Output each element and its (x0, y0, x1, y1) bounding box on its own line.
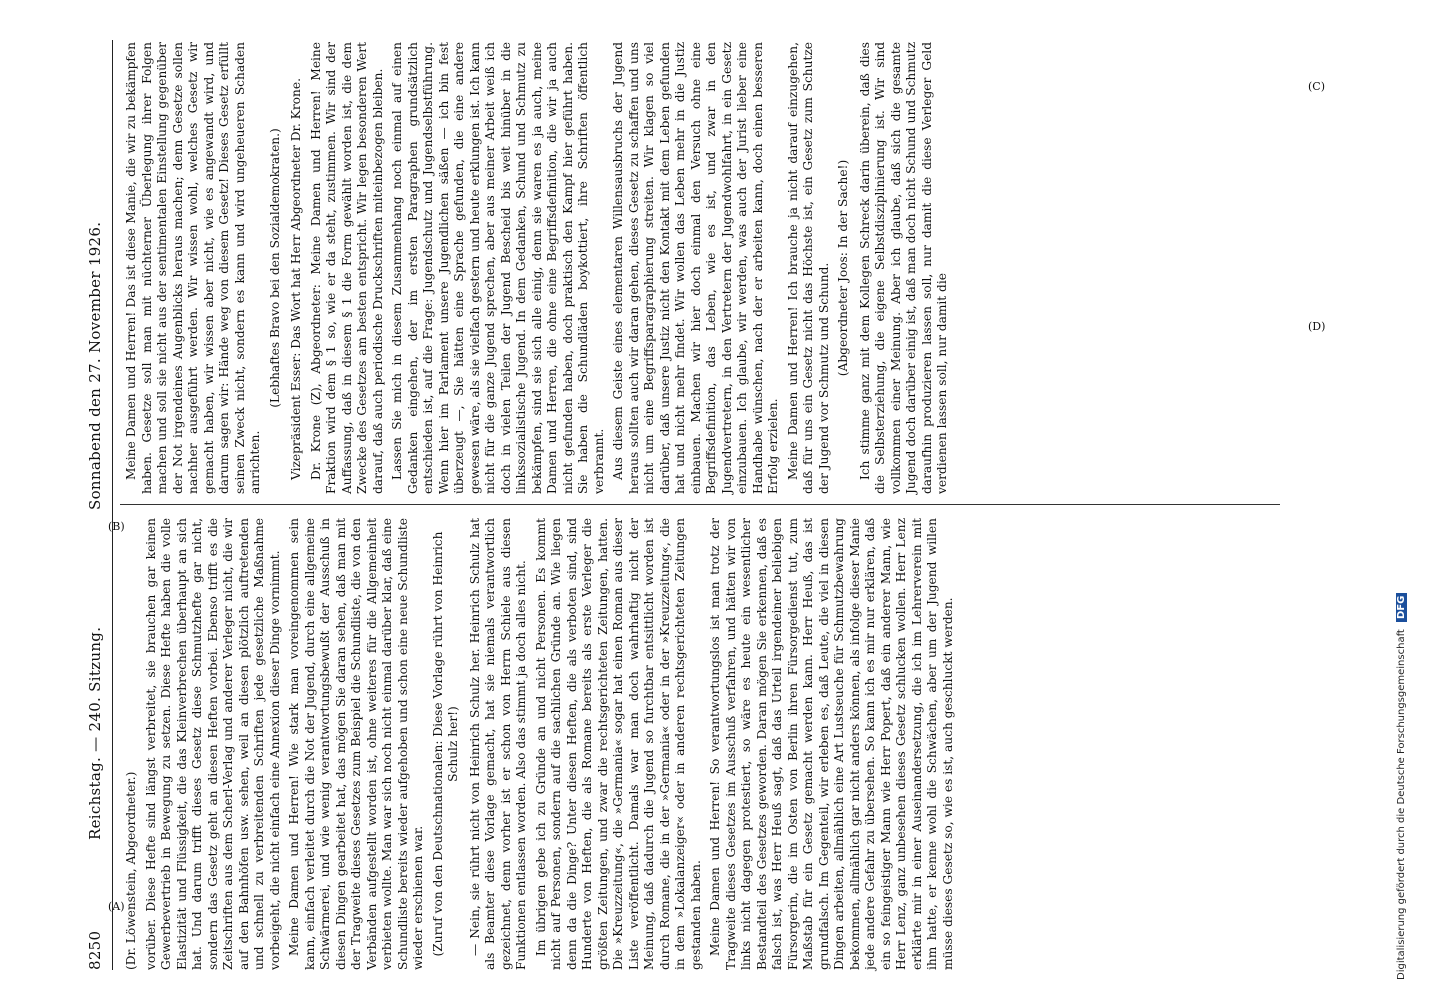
paragraph: vorüber. Diese Hefte sind längst verbreitet, sie brauchen gar keinen Gewerbevertrieb in Bewegung zu setzen. Diese Hefte haben die volle Elastizität und Flüssigkeit, die das Kleinverbrechen überhaupt an sich hat. Und darum trifft dieses Gesetz diese Schmutzhefte gar nicht, sondern das Gesetz geht an diesen Heften vorbei. Ebenso trifft es die Zeitschriften aus dem Scherl-Verlag und anderer Verleger nicht, die wir auf den Bahnhöfen usw. sehen, weil an diesen plötzlich auftretenden und schnell zu verbreitenden Schriften jede gesetzliche Maßnahme vorbeigeht, die nicht einfach eine Annexion dieser Dinge vornimmt. (143, 518, 282, 970)
margin-mark-d: (D) (1308, 320, 1326, 333)
paragraph: Meine Damen und Herren! So verantwortungslos ist man trotz der Tragweite dieses Gesetzes im Ausschuß verfahren, und hätten wir von links nicht dagegen protestiert, so wäre es heute ein wesentlicher Bestandteil des Gesetzes geworden. Daran mögen Sie erkennen, daß es falsch ist, was Herr Heuß sagt, daß das Urteil irgendeiner beliebigen Fürsorgerin, die im Osten von Berlin ihren Fürsorgedienst tut, zum Maßstab für ein Gesetz gemacht werden kann. Herr Heuß, das ist grundfalsch. Im Gegenteil, wir erleben es, daß Leute, die viel in diesen Dingen arbeiten, allmählich eine Art Lustseuche für Schmutzbewahrung bekommen, allmählich gar nicht anders können, als infolge dieser Manie jede andere Gefahr zu übersehen. So kann ich es mir nur erklären, daß ein so feingeistiger Mann wie Herr Popert, daß ein anderer Mann, wie Herr Lenz, ganz unbesehen dieses Gesetz schlucken wollen. Herr Lenz erklärte mir in einer Auseinandersetzung, die ich im Lehrerverein mit ihm hatte, er kenne wohl die Schwächen, aber um der Jugend willen müsse dieses Gesetz so, wie es ist, auch geschluckt werden. (708, 518, 955, 970)
paragraph: — Nein, sie rührt nicht von Heinrich Schulz her. Heinrich Schulz hat als Beamter diese Vorlage gemacht, hat sie niemals verantwortlich gezeichnet, denn vorher ist er schon von Herrn Schiele aus diesen Funktionen entlassen worden. Also das stimmt ja doch alles nicht. (467, 518, 528, 970)
speaker-intro: Dr. Krone (Z), Abgeordneter: Meine Damen und Herren! Meine Fraktion wird dem § 1 so, wie er da steht, zustimmen. Wir sind der Auffassung, daß in diesem § 1 die Form gewählt worden ist, die dem Zwecke des Gesetzes am besten entspricht. Wir legen besonderen Wert darauf, daß auch periodische Druckschriften miteinbezogen bleiben. (308, 42, 385, 494)
paragraph: Lassen Sie mich in diesem Zusammenhang noch einmal auf einen Gedanken eingehen, der im ersten Paragraphen grundsätzlich entschieden ist, auf die Frage: Jugendschutz und Jugendselbstführung. Wenn hier im Parlament unsere Jugendlichen säßen — ich bin fest überzeugt —, Sie hätten eine Sprache gefunden, die eine andere gewesen wäre, als sie vielfach gestern und heute erklungen ist. Ich kann nicht für die ganze Jugend sprechen, aber aus meiner Arbeit weiß ich doch in vielen Teilen der Jugend Bescheid bis weit hinüber in die linkssozialistische Jugend. In dem Gedanken, Schund und Schmutz zu bekämpfen, sind sie sich alle einig, denn sie waren es ja auch, meine Damen und Herren, die ohne eine Begriffsdefinition, die wir ja auch nicht gefunden haben, doch praktisch den Kampf hier geführt haben. Sie haben die Schundläden boykottiert, ihre Schriften öffentlich verbrannt. (390, 42, 606, 494)
left-column (124, 518, 960, 970)
paragraph: Meine Damen und Herren! Ich brauche ja nicht darauf einzugehen, daß für uns ein Gesetz nicht das Höchste ist, ein Gesetz zum Schutze der Jugend vor Schmutz und Schund. (785, 42, 831, 494)
paragraph: Im übrigen gebe ich zu Gründe an und nicht Personen. Es kommt nicht auf Personen, sondern auf die sachlichen Gründe an. Wie liegen denn da die Dinge? Unter diesen Heften, die als verboten sind, sind Hunderte von Heften, die als Romane bereits als erste Verleger die größten Zeitungen, und zwar die rechtsgerichteten Zeitungen, hatten. Die »Kreuzzeitung«, die »Germania« sogar hat einen Roman aus dieser Liste veröffentlicht. Damals war man doch wahrhaftig nicht der Meinung, daß dadurch die Jugend so furchtbar entsittlicht worden ist durch Romane, die in der »Germania« oder in der »Kreuzzeitung«, die in dem »Lokalanzeiger« oder in anderen rechtsgerichteten Zeitungen gestanden haben. (533, 518, 703, 970)
interjection: (Zuruf von den Deutschnationalen: Diese Vorlage rührt von Heinrich Schulz her!) (430, 531, 460, 957)
margin-mark-c: (C) (1308, 80, 1325, 93)
rotated-page (80, 40, 1320, 970)
dfg-logo: DFG (1396, 593, 1407, 622)
right-column (124, 42, 955, 494)
header-session: Reichstag. — 240. Sitzung. (86, 626, 104, 840)
margin-mark-b: (B) (108, 520, 125, 533)
paragraph: Meine Damen und Herren! Das ist diese Manie, die wir zu bekämpfen haben. Gesetze soll man mit nüchterner Überlegung ihrer Folgen machen und soll sie nicht aus der sentimentalen Einstellung gegenüber der Not irgendeines Augenblicks heraus machen; denn Gesetze sollen nachher ausgeführt werden. Wir wissen wohl, welches Gesetz wir gemacht haben, wir wissen aber nicht, wie es angewandt wird, und darum sagen wir: Hände weg von diesem Gesetz! Dieses Gesetz erfüllt seinen Zweck nicht, sondern es kann und wird ungeheueren Schaden anrichten. (124, 42, 262, 494)
page-header (80, 40, 113, 970)
funding-note: Digitalisierung gefördert durch die Deutsche Forschungsgemeinschaft (1396, 629, 1407, 980)
paragraph: Meine Damen und Herren! Wie stark man voreingenommen sein kann, einfach verleitet durch die Not der Jugend, durch eine allgemeine Schwärmerei, und wie wenig verantwortungsbewußt der Ausschuß in diesen Dingen gearbeitet hat, das mögen Sie daran sehen, daß man mit der Tragweite dieses Gesetzes zum Beispiel die Schundliste, die von den Verbänden aufgestellt worden ist, ohne weiteres für die Allgemeinheit verbieten wollte. Man war sich noch nicht einmal darüber klar, daß eine Schundliste bereits wieder aufgehoben und schon eine neue Schundliste wieder erschienen war. (287, 518, 425, 970)
column-divider (120, 504, 1280, 505)
applause-note: (Lebhaftes Bravo bei den Sozialdemokraten.) (267, 128, 282, 408)
speaker-continuation: (Dr. Löwenstein, Abgeordneter.) (124, 771, 138, 970)
digitization-footer (1396, 40, 1426, 980)
paragraph: Ich stimme ganz mit dem Kollegen Schreck darin überein, daß dies die Selbsterziehung, die eigene Selbstdisziplinierung ist. Wir sind vollkommen einer Meinung. Aber ich glaube, daß sich die gesamte Jugend doch darüber einig ist, daß man doch nicht Schund und Schmutz daraufhin produzieren lassen soll, nur damit die diese Verleger Geld verdienen lassen soll, nur damit die (857, 42, 949, 494)
margin-mark-a: (A) (108, 900, 125, 913)
paragraph: Aus diesem Geiste eines elementaren Willensausbruchs der Jugend heraus sollten auch wir daran gehen, dieses Gesetz zu schaffen und uns nicht um eine Begriffsparagraphierung streiten. Wir klagen so viel darüber, daß unsere Justiz nicht den Kontakt mit dem Leben gefunden hat und nicht mehr findet. Wir wollen das Leben mehr in die Justiz einbauen. Machen wir hier doch einmal den Versuch ohne eine Begriffsdefinition, das Leben, wie es ist, und zwar in den Jugendvertretern, in den Vertretern der Jugendwohlfahrt, in ein Gesetz einzubauen. Ich glaube, wir werden, was auch der Jurist lieber eine Handhabe wünschen, nach der er arbeiten kann, doch einen besseren Erfolg erzielen. (611, 42, 780, 494)
header-date: Sonnabend den 27. November 1926. (86, 221, 104, 510)
interjection: (Abgeordneter Joos: In der Sache!) (836, 159, 850, 377)
page-number: 8250 (86, 930, 104, 970)
president-remark: Vizepräsident Esser: Das Wort hat Herr Abgeordneter Dr. Krone. (289, 78, 303, 480)
